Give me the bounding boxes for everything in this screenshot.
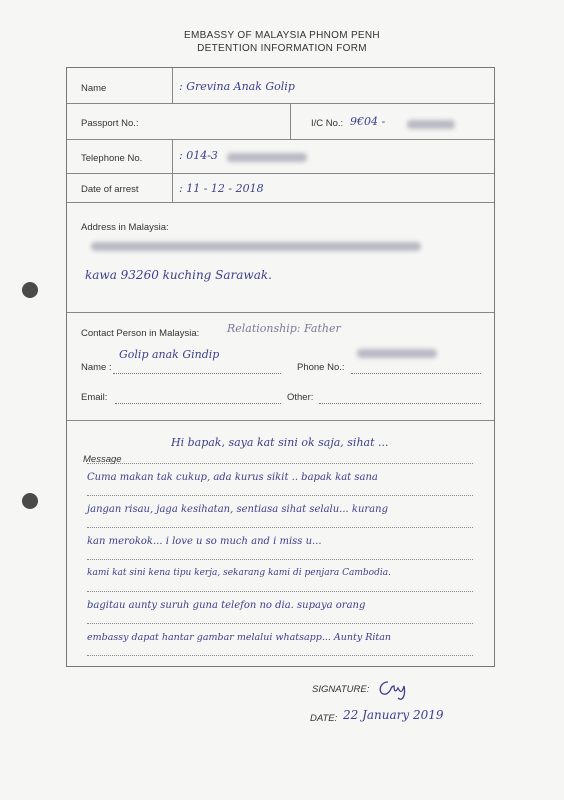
detention-form bbox=[66, 67, 495, 667]
name-value: : Grevina Anak Golip bbox=[179, 80, 295, 93]
punch-hole bbox=[22, 493, 38, 509]
signature-label: SIGNATURE: bbox=[312, 684, 370, 695]
passport-row bbox=[67, 103, 494, 140]
message-line: embassy dapat hantar gambar melalui whatsapp... Aunty Ritan bbox=[87, 632, 391, 643]
form-title: DETENTION INFORMATION FORM bbox=[197, 43, 367, 54]
contact-label: Contact Person in Malaysia: bbox=[81, 328, 200, 339]
redacted-address bbox=[91, 242, 421, 251]
date-value: 22 January 2019 bbox=[343, 708, 444, 722]
phone-label: Phone No.: bbox=[297, 362, 345, 373]
date-label: DATE: bbox=[310, 713, 338, 724]
contact-section bbox=[67, 312, 494, 421]
name-row bbox=[67, 68, 494, 104]
redacted-phone bbox=[357, 349, 437, 358]
ic-value: 9€04 - bbox=[350, 115, 386, 128]
telephone-value: : 014-3 bbox=[179, 149, 218, 162]
contact-name-value: Golip anak Gindip bbox=[119, 348, 220, 361]
message-line: kami kat sini kena tipu kerja, sekarang kami di penjara Cambodia. bbox=[87, 568, 391, 578]
arrest-value: : 11 - 12 - 2018 bbox=[179, 182, 264, 195]
arrest-label: Date of arrest bbox=[81, 184, 139, 195]
passport-label: Passport No.: bbox=[81, 118, 139, 129]
message-line: Hi bapak, saya kat sini ok saja, sihat ... bbox=[171, 436, 389, 449]
message-line: Cuma makan tak cukup, ada kurus sikit .. bapak kat sana bbox=[87, 472, 378, 483]
message-label: Message bbox=[83, 454, 122, 465]
message-line: jangan risau, jaga kesihatan, sentiasa sihat selalu... kurang bbox=[87, 504, 388, 515]
message-line: bagitau aunty suruh guna telefon no dia. supaya orang bbox=[87, 600, 366, 611]
message-line: kan merokok... i love u so much and i miss u... bbox=[87, 536, 322, 547]
email-label: Email: bbox=[81, 392, 108, 403]
address-line2: kawa 93260 kuching Sarawak. bbox=[85, 268, 272, 282]
arrest-row bbox=[67, 173, 494, 203]
ic-label: I/C No.: bbox=[311, 118, 344, 129]
telephone-row bbox=[67, 139, 494, 174]
message-section bbox=[67, 420, 494, 666]
other-label: Other: bbox=[287, 392, 314, 403]
telephone-label: Telephone No. bbox=[81, 153, 143, 164]
redacted-telephone bbox=[227, 153, 307, 162]
contact-name-label: Name : bbox=[81, 362, 112, 373]
address-section bbox=[67, 202, 494, 313]
contact-relationship: Relationship: Father bbox=[227, 322, 341, 335]
address-label: Address in Malaysia: bbox=[81, 222, 169, 233]
name-label: Name bbox=[81, 83, 107, 94]
redacted-ic bbox=[407, 120, 455, 129]
handwritten-signature bbox=[376, 676, 416, 702]
embassy-title: EMBASSY OF MALAYSIA PHNOM PENH bbox=[184, 30, 380, 41]
punch-hole bbox=[22, 282, 38, 298]
